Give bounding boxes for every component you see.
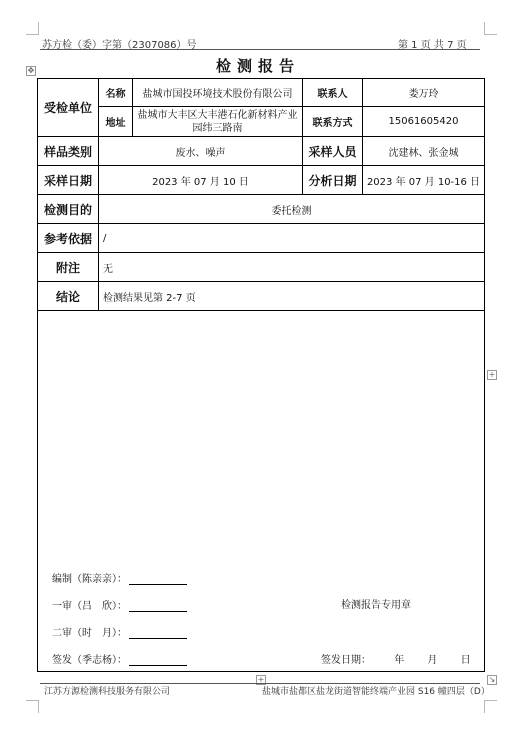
client-name: 盐城市国投环境技术股份有限公司 (133, 79, 303, 107)
page-info: 第 1 页 共 7 页 (398, 40, 467, 51)
conclusion-value: 检测结果见第 2-7 页 (99, 282, 485, 311)
issuer-signature (52, 651, 187, 666)
sampler-value: 沈建林、张金城 (363, 137, 485, 166)
phone-label: 联系方式 (303, 107, 363, 137)
basis-value: / (99, 224, 485, 253)
purpose-label: 检测目的 (38, 195, 99, 224)
issue-month: 月 (427, 655, 438, 666)
client-address-label: 地址 (99, 107, 133, 137)
phone-value: 15061605420 (363, 107, 485, 137)
sampler-label: 采样人员 (303, 137, 363, 166)
editor-line (129, 574, 187, 585)
sample-date-value: 2023 年 07 月 10 日 (99, 166, 303, 195)
editor-label: 编制（陈亲亲）： (52, 574, 127, 585)
table-move-handle[interactable]: ✥ (27, 66, 35, 75)
issue-day: 日 (460, 655, 471, 666)
issue-date (321, 651, 471, 666)
sample-date-row (38, 166, 485, 195)
crop-mark-top-left (26, 22, 39, 35)
issue-date-label: 签发日期： (321, 655, 371, 666)
add-column-handle[interactable]: + (257, 675, 265, 684)
reviewer-line (129, 601, 187, 612)
remark-row (38, 253, 485, 282)
issue-year: 年 (394, 655, 405, 666)
editor-signature (52, 570, 187, 585)
contact-label: 联系人 (303, 79, 363, 107)
purpose-value: 委托检测 (99, 195, 485, 224)
page-title: 检测报告 (216, 57, 301, 75)
doc-number: 苏方检（委）字第（2307086）号 (42, 40, 197, 51)
sample-type-row (38, 137, 485, 166)
reviewer-label: 一审（吕 欣）： (52, 601, 127, 612)
signature-area-row (38, 311, 485, 672)
second-reviewer-label: 二审（时 月）： (52, 628, 127, 639)
sample-type-value: 废水、噪声 (99, 137, 303, 166)
footer-company: 江苏方源检测科技服务有限公司 (44, 687, 171, 697)
reviewer-signature (52, 597, 187, 612)
signature-area (38, 311, 485, 672)
issuer-label: 签发（季志杨）： (52, 655, 127, 666)
second-reviewer-signature (52, 624, 187, 639)
basis-row (38, 224, 485, 253)
add-row-handle[interactable]: + (488, 370, 496, 379)
issuer-line (129, 655, 187, 666)
conclusion-row (38, 282, 485, 311)
basis-label: 参考依据 (38, 224, 99, 253)
crop-mark-bottom-left (26, 700, 39, 713)
purpose-row (38, 195, 485, 224)
remark-value: 无 (99, 253, 485, 282)
conclusion-label: 结论 (38, 282, 99, 311)
footer-address: 盐城市盐都区盐龙街道智能终端产业园 S16 幢四层（D） (262, 687, 490, 697)
contact-value: 娄万玲 (363, 79, 485, 107)
client-name-row (38, 79, 485, 107)
client-name-label: 名称 (99, 79, 133, 107)
client-label: 受检单位 (38, 79, 99, 137)
header-rule (40, 49, 480, 50)
crop-mark-top-right (484, 22, 497, 35)
report-stamp-label: 检测报告专用章 (341, 600, 411, 611)
crop-mark-bottom-right (484, 700, 497, 713)
analysis-date-label: 分析日期 (303, 166, 363, 195)
client-address-row (38, 107, 485, 137)
client-address: 盐城市大丰区大丰港石化新材料产业园纬三路南 (133, 107, 303, 137)
table-resize-handle[interactable]: ↘ (488, 675, 496, 684)
sample-type-label: 样品类别 (38, 137, 99, 166)
remark-label: 附注 (38, 253, 99, 282)
sample-date-label: 采样日期 (38, 166, 99, 195)
second-reviewer-line (129, 628, 187, 639)
analysis-date-value: 2023 年 07 月 10-16 日 (363, 166, 485, 195)
